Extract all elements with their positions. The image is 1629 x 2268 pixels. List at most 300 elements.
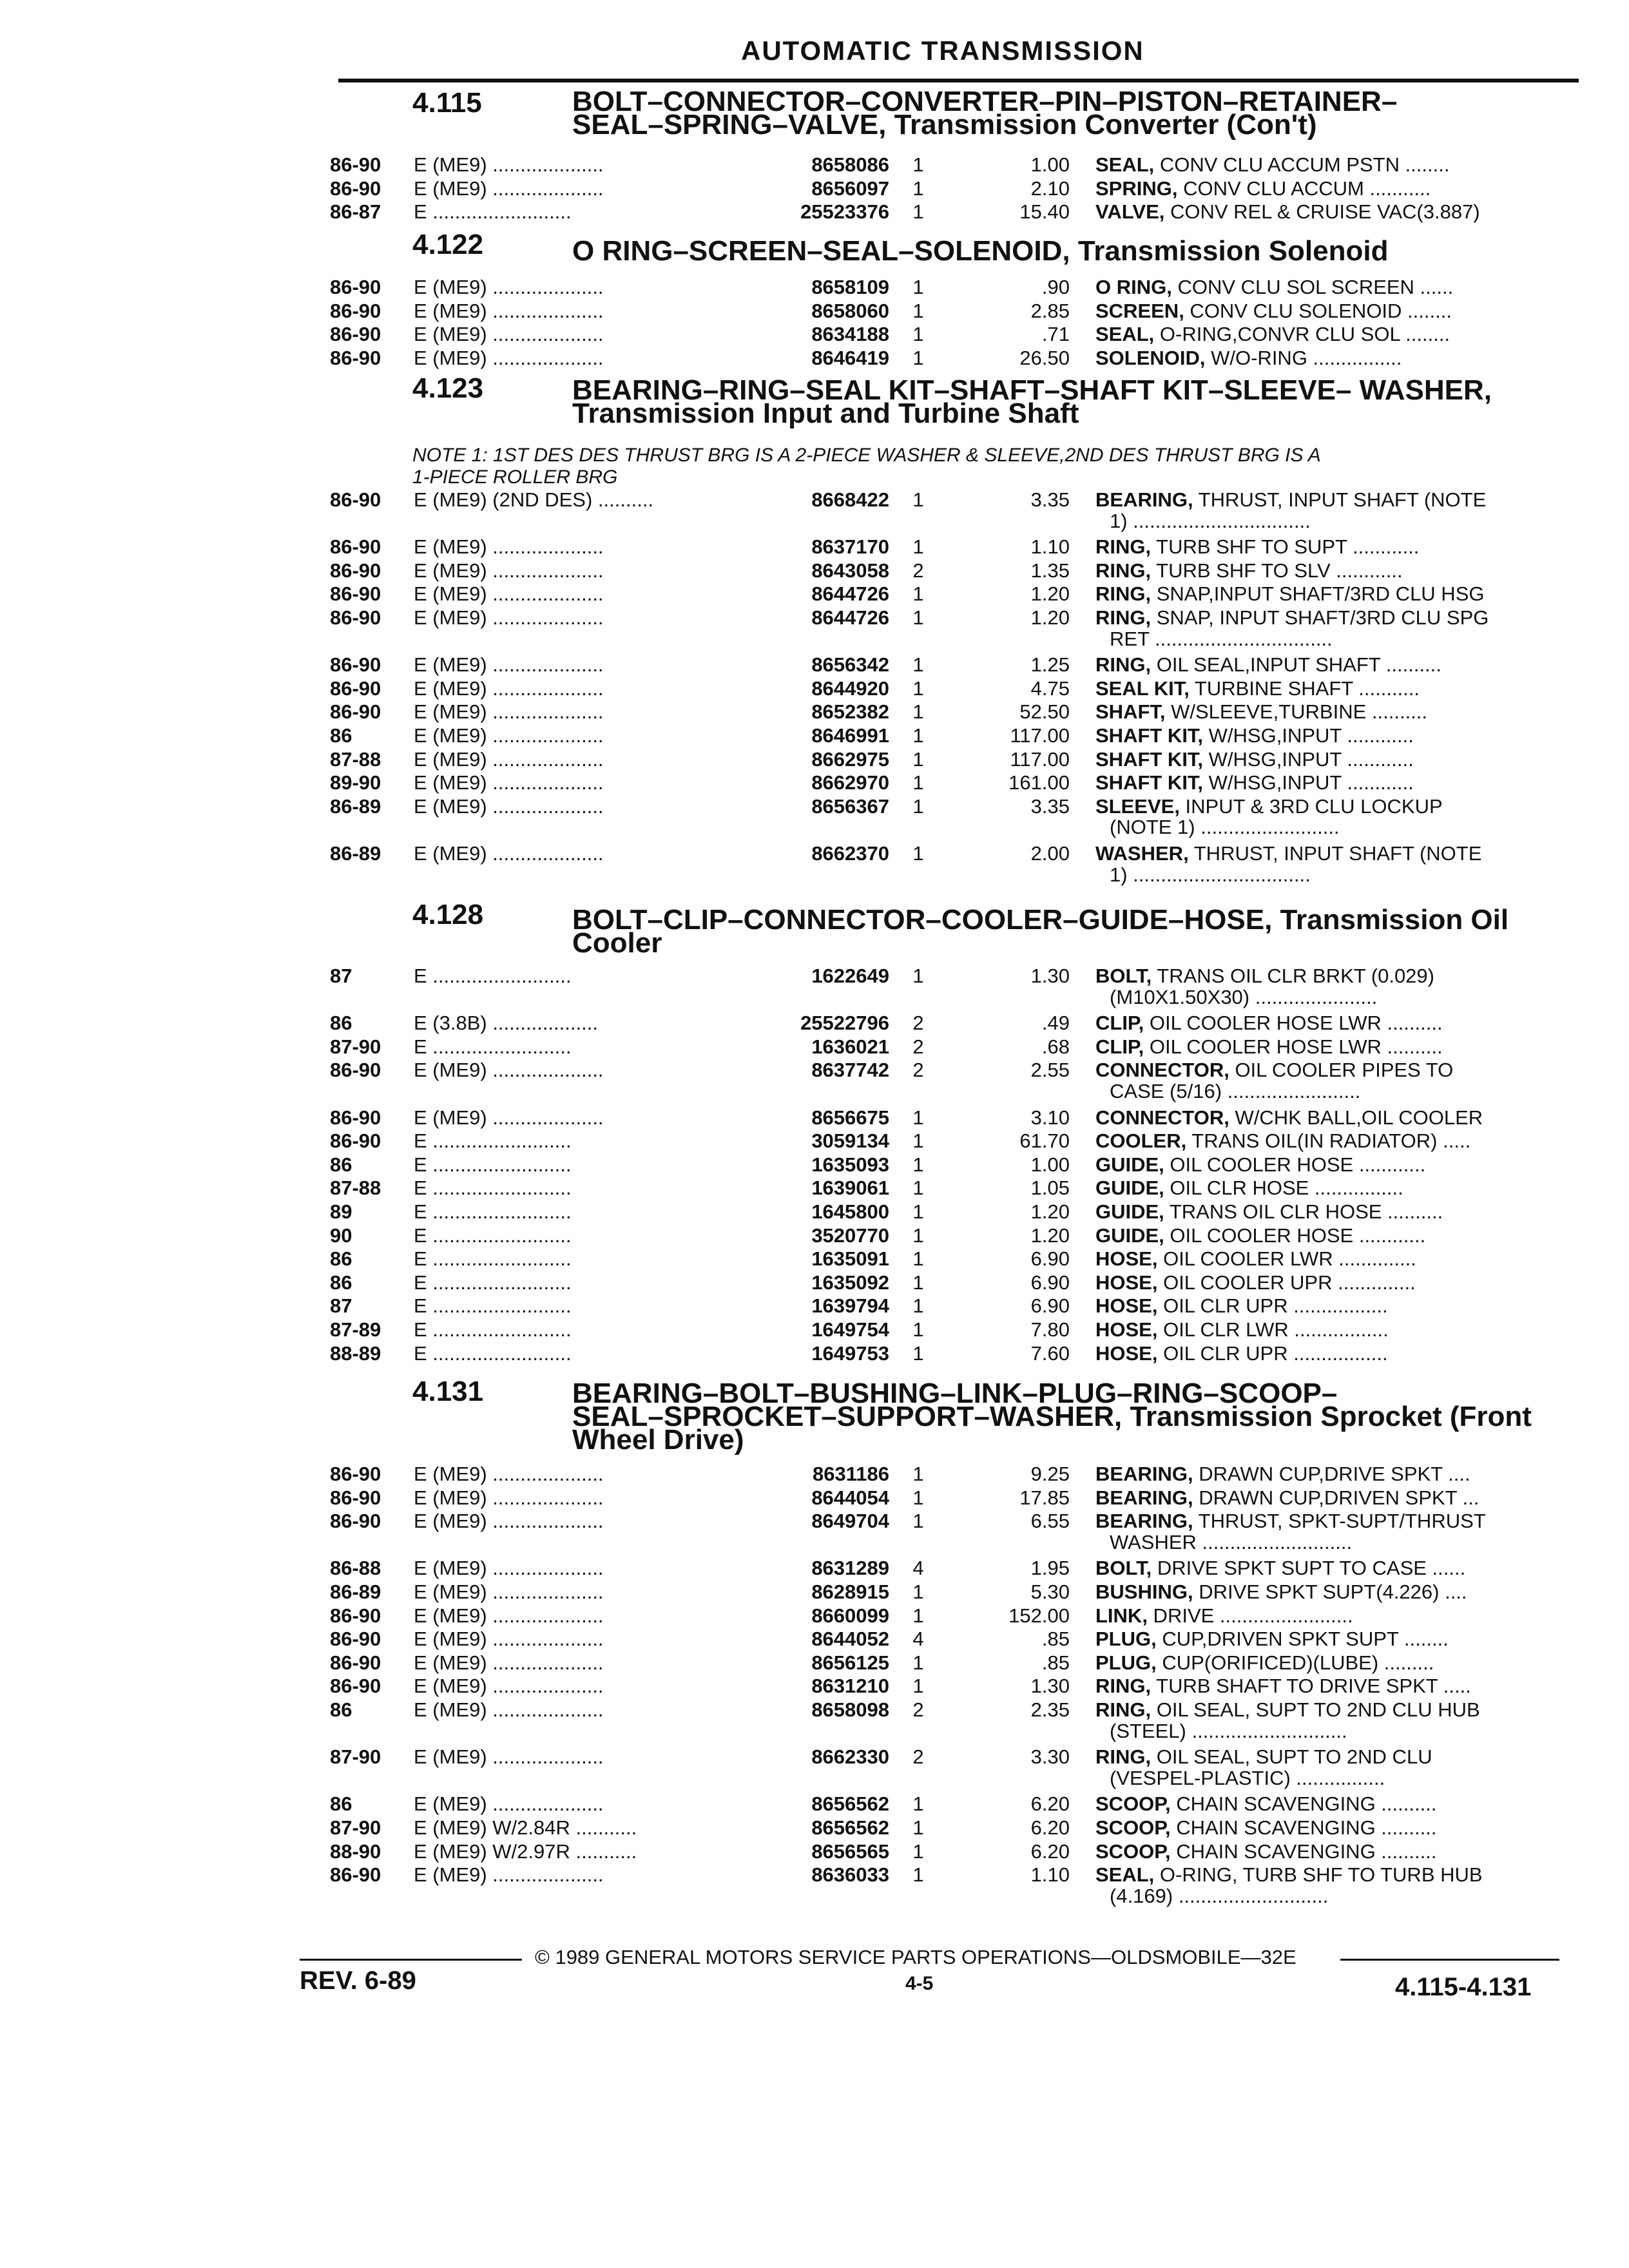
parts-row <box>0 1106 1629 1129</box>
section-number: 4.123 <box>412 372 484 404</box>
price: 1.95 <box>1030 1557 1070 1579</box>
quantity: 1 <box>912 1863 924 1886</box>
part-description <box>1095 965 1572 988</box>
engine-code: E (ME9) .................... <box>414 1651 604 1674</box>
engine-code: E ......................... <box>414 1153 572 1176</box>
part-number: 8658109 <box>811 276 889 298</box>
parts-row <box>0 1698 1629 1722</box>
model-year: 86-89 <box>330 1581 381 1603</box>
parts-row <box>0 1153 1629 1177</box>
model-year: 86-90 <box>330 606 381 629</box>
engine-code: E (ME9) .................... <box>414 653 604 676</box>
part-number: 8631210 <box>811 1675 889 1697</box>
part-detail: CUP(ORIFICED)(LUBE) ......... <box>1156 1651 1434 1674</box>
model-year: 86-90 <box>330 1675 381 1697</box>
part-number: 8658060 <box>811 300 889 322</box>
part-description <box>1095 771 1572 794</box>
part-description <box>1095 748 1572 771</box>
price: 1.05 <box>1030 1177 1070 1199</box>
engine-code: E (ME9) .................... <box>414 748 604 771</box>
part-number: 8662330 <box>811 1745 889 1768</box>
part-name: SHAFT KIT, <box>1095 771 1204 794</box>
price: 1.00 <box>1030 153 1070 176</box>
part-description-continued: (NOTE 1) ......................... <box>1110 816 1340 838</box>
parts-row <box>0 276 1629 299</box>
part-number: 8631289 <box>811 1557 889 1579</box>
model-year: 86-90 <box>330 653 381 676</box>
part-description <box>1095 700 1572 724</box>
quantity: 2 <box>912 559 924 582</box>
quantity: 1 <box>912 1247 924 1270</box>
quantity: 1 <box>912 1224 924 1247</box>
price: 1.30 <box>1030 965 1070 987</box>
part-name: SCOOP, <box>1095 1816 1171 1839</box>
price: 1.20 <box>1030 1200 1070 1223</box>
price: 1.10 <box>1030 1863 1070 1886</box>
part-number: 8656565 <box>811 1840 889 1863</box>
part-detail: OIL SEAL, SUPT TO 2ND CLU <box>1151 1745 1432 1768</box>
model-year: 86-90 <box>330 300 381 322</box>
part-number: 1649753 <box>811 1342 889 1365</box>
parts-row <box>0 535 1629 559</box>
parts-row <box>0 1129 1629 1153</box>
engine-code: E (ME9) .................... <box>414 724 604 747</box>
part-detail: W/HSG,INPUT ............ <box>1203 771 1414 794</box>
part-detail: DRIVE ........................ <box>1147 1604 1353 1627</box>
quantity: 1 <box>912 300 924 322</box>
part-description <box>1095 1247 1572 1271</box>
engine-code: E ......................... <box>414 1177 572 1199</box>
part-number: 8660099 <box>811 1604 889 1627</box>
part-detail: CONV CLU SOLENOID ........ <box>1184 300 1452 322</box>
engine-code: E ......................... <box>414 1200 572 1223</box>
price: 1.25 <box>1030 653 1070 676</box>
part-name: RING, <box>1095 653 1152 676</box>
parts-row <box>0 606 1629 629</box>
price: 2.85 <box>1030 300 1070 322</box>
part-description <box>1095 1012 1572 1035</box>
part-name: LINK, <box>1095 1604 1148 1627</box>
quantity: 1 <box>912 1342 924 1365</box>
part-description-continued: CASE (5/16) ........................ <box>1110 1080 1361 1102</box>
parts-row <box>0 1200 1629 1224</box>
engine-code: E (ME9) .................... <box>414 1581 604 1603</box>
part-detail: CONV CLU SOL SCREEN ...... <box>1171 276 1454 298</box>
part-detail: CUP,DRIVEN SPKT SUPT ........ <box>1156 1628 1449 1650</box>
part-description <box>1095 1628 1572 1651</box>
engine-code: E (ME9) .................... <box>414 1557 604 1579</box>
part-name: RING, <box>1095 535 1152 558</box>
parts-row <box>0 1840 1629 1863</box>
model-year: 87-90 <box>330 1816 381 1839</box>
price: 2.10 <box>1030 177 1070 200</box>
part-name: WASHER, <box>1095 842 1189 865</box>
section-title: BOLT–CONNECTOR–CONVERTER–PIN–PISTON–RETAINER– SEAL–SPRING–VALVE, Transmission Converter (Con't) <box>572 86 1398 140</box>
part-detail: OIL SEAL, SUPT TO 2ND CLU HUB <box>1151 1698 1480 1721</box>
part-description <box>1095 1294 1572 1318</box>
parts-row <box>0 795 1629 818</box>
part-detail: W/SLEEVE,TURBINE .......... <box>1165 700 1428 723</box>
price: 3.35 <box>1030 795 1070 818</box>
engine-code: E (ME9) .................... <box>414 300 604 322</box>
model-year: 86 <box>330 1271 352 1294</box>
part-description <box>1095 677 1572 700</box>
quantity: 1 <box>912 1153 924 1176</box>
price: 2.00 <box>1030 842 1070 865</box>
engine-code: E (ME9) .................... <box>414 1059 604 1081</box>
model-year: 87 <box>330 965 352 987</box>
part-description <box>1095 535 1572 559</box>
part-detail: OIL COOLER HOSE LWR .......... <box>1144 1035 1443 1058</box>
part-detail: OIL CLR HOSE ................ <box>1164 1177 1403 1199</box>
part-name: PLUG, <box>1095 1651 1157 1674</box>
section-number: 4.131 <box>412 1376 484 1407</box>
part-name: SHAFT KIT, <box>1095 724 1204 747</box>
price: 6.90 <box>1030 1271 1070 1294</box>
parts-row <box>0 700 1629 724</box>
part-name: RING, <box>1095 1698 1152 1721</box>
part-number: 1645800 <box>811 1200 889 1223</box>
section-number: 4.115 <box>412 87 482 119</box>
engine-code: E (ME9) .................... <box>414 606 604 629</box>
part-number: 8656125 <box>811 1651 889 1674</box>
part-number: 8644920 <box>811 677 889 700</box>
model-year: 86-90 <box>330 1651 381 1674</box>
part-name: RING, <box>1095 1745 1152 1768</box>
parts-row <box>0 1581 1629 1604</box>
part-name: GUIDE, <box>1095 1177 1164 1199</box>
part-name: GUIDE, <box>1095 1200 1164 1223</box>
price: 9.25 <box>1030 1463 1070 1485</box>
part-description <box>1095 1604 1572 1628</box>
part-detail: THRUST, INPUT SHAFT (NOTE <box>1188 842 1482 865</box>
part-description <box>1095 1059 1572 1082</box>
quantity: 1 <box>912 1271 924 1294</box>
model-year: 86-90 <box>330 535 381 558</box>
part-number: 8662975 <box>811 748 889 771</box>
engine-code: E (ME9) .................... <box>414 347 604 369</box>
part-number: 8646419 <box>811 347 889 369</box>
part-description <box>1095 1792 1572 1816</box>
price: 6.20 <box>1030 1792 1070 1815</box>
part-number: 3059134 <box>811 1129 889 1152</box>
part-detail: TURB SHF TO SLV ............ <box>1151 559 1403 582</box>
part-name: RING, <box>1095 1675 1152 1697</box>
engine-code: E (ME9) .................... <box>414 1675 604 1697</box>
price: 2.35 <box>1030 1698 1070 1721</box>
part-number: 8656367 <box>811 795 889 818</box>
part-description <box>1095 795 1572 818</box>
part-description <box>1095 842 1572 865</box>
price: 6.90 <box>1030 1247 1070 1270</box>
part-description <box>1095 1342 1572 1365</box>
model-year: 86-90 <box>330 488 381 511</box>
price: .90 <box>1041 276 1070 298</box>
parts-row <box>0 1035 1629 1059</box>
model-year: 86 <box>330 1698 352 1721</box>
part-detail: THRUST, SPKT-SUPT/THRUST <box>1193 1510 1486 1532</box>
part-description <box>1095 153 1572 177</box>
part-number: 1635091 <box>811 1247 889 1270</box>
model-year: 87-90 <box>330 1745 381 1768</box>
price: 5.30 <box>1030 1581 1070 1603</box>
part-detail: OIL COOLER PIPES TO <box>1229 1059 1454 1081</box>
part-number: 1635093 <box>811 1153 889 1176</box>
part-name: O RING, <box>1095 276 1172 298</box>
model-year: 87-88 <box>330 748 381 771</box>
engine-code: E (ME9) .................... <box>414 842 604 865</box>
engine-code: E (ME9) .................... <box>414 677 604 700</box>
part-name: BEARING, <box>1095 488 1193 511</box>
price: 3.10 <box>1030 1106 1070 1129</box>
quantity: 1 <box>912 1129 924 1152</box>
price: 3.30 <box>1030 1745 1070 1768</box>
part-description <box>1095 1177 1572 1200</box>
engine-code: E (ME9) .................... <box>414 323 604 345</box>
parts-row <box>0 300 1629 323</box>
engine-code: E (ME9) .................... <box>414 153 604 176</box>
engine-code: E ......................... <box>414 1129 572 1152</box>
part-number: 8652382 <box>811 700 889 723</box>
price: 6.20 <box>1030 1840 1070 1863</box>
part-name: SEAL, <box>1095 153 1155 176</box>
section-number: 4.128 <box>412 899 484 930</box>
model-year: 86-90 <box>330 153 381 176</box>
engine-code: E (ME9) W/2.97R ........... <box>414 1840 637 1863</box>
engine-code: E (ME9) .................... <box>414 1106 604 1129</box>
parts-row <box>0 677 1629 700</box>
part-description <box>1095 1486 1572 1510</box>
parts-row <box>0 1271 1629 1294</box>
part-detail: DRAWN CUP,DRIVEN SPKT ... <box>1193 1486 1480 1509</box>
part-description <box>1095 1271 1572 1294</box>
footer-revision: REV. 6-89 <box>300 1966 416 1995</box>
part-number: 8644726 <box>811 582 889 605</box>
part-description <box>1095 1153 1572 1177</box>
quantity: 1 <box>912 748 924 771</box>
engine-code: E (ME9) .................... <box>414 1698 604 1721</box>
engine-code: E (ME9) .................... <box>414 1463 604 1485</box>
part-detail: W/O-RING ................ <box>1205 347 1402 369</box>
quantity: 1 <box>912 1318 924 1341</box>
price: 61.70 <box>1019 1129 1070 1152</box>
part-description-continued: (VESPEL-PLASTIC) ................ <box>1110 1767 1385 1789</box>
price: .49 <box>1041 1012 1070 1034</box>
part-detail: CONV REL & CRUISE VAC(3.887) <box>1164 200 1480 223</box>
model-year: 90 <box>330 1224 352 1247</box>
parts-row <box>0 153 1629 177</box>
engine-code: E (ME9) .................... <box>414 1863 604 1886</box>
engine-code: E (ME9) (2ND DES) .......... <box>414 488 654 511</box>
engine-code: E (ME9) .................... <box>414 1792 604 1815</box>
model-year: 86-90 <box>330 276 381 298</box>
part-detail: W/CHK BALL,OIL COOLER <box>1229 1106 1483 1129</box>
part-name: BUSHING, <box>1095 1581 1193 1603</box>
part-description <box>1095 582 1572 606</box>
model-year: 87 <box>330 1294 352 1317</box>
part-description <box>1095 1745 1572 1769</box>
engine-code: E ......................... <box>414 1271 572 1294</box>
quantity: 1 <box>912 653 924 676</box>
part-name: HOSE, <box>1095 1342 1158 1365</box>
part-description <box>1095 200 1572 224</box>
price: 52.50 <box>1019 700 1070 723</box>
part-detail: W/HSG,INPUT ............ <box>1203 748 1414 771</box>
part-description <box>1095 1035 1572 1059</box>
parts-row <box>0 1863 1629 1887</box>
model-year: 86 <box>330 1012 352 1034</box>
part-detail: THRUST, INPUT SHAFT (NOTE <box>1193 488 1487 511</box>
part-description <box>1095 347 1572 370</box>
part-number: 8644726 <box>811 606 889 629</box>
section-title: BOLT–CLIP–CONNECTOR–COOLER–GUIDE–HOSE, Transmission Oil Cooler <box>572 904 1509 959</box>
part-description <box>1095 1129 1572 1153</box>
quantity: 1 <box>912 1463 924 1485</box>
part-name: HOSE, <box>1095 1271 1158 1294</box>
model-year: 86-90 <box>330 1129 381 1152</box>
model-year: 86-89 <box>330 842 381 865</box>
parts-row <box>0 1247 1629 1271</box>
part-number: 1636021 <box>811 1035 889 1058</box>
part-name: SEAL, <box>1095 323 1155 345</box>
price: 17.85 <box>1019 1486 1070 1509</box>
part-detail: CONV CLU ACCUM PSTN ........ <box>1154 153 1450 176</box>
part-name: SCREEN, <box>1095 300 1184 322</box>
part-detail: CHAIN SCAVENGING .......... <box>1170 1816 1437 1839</box>
quantity: 1 <box>912 1200 924 1223</box>
section-title: BEARING–BOLT–BUSHING–LINK–PLUG–RING–SCOOP– SEAL–SPROCKET–SUPPORT–WASHER, Transmission Sprocket (Front Wheel Drive) <box>572 1378 1532 1456</box>
price: 6.20 <box>1030 1816 1070 1839</box>
model-year: 87-89 <box>330 1318 381 1341</box>
engine-code: E ......................... <box>414 1342 572 1365</box>
footer-page-number: 4-5 <box>905 1973 934 1994</box>
section-number: 4.122 <box>412 229 484 260</box>
model-year: 86-90 <box>330 1059 381 1081</box>
part-description-continued: 1) ................................ <box>1110 510 1311 532</box>
part-detail: OIL CLR LWR ................. <box>1157 1318 1389 1341</box>
part-name: COOLER, <box>1095 1129 1187 1152</box>
part-name: CLIP, <box>1095 1012 1144 1034</box>
quantity: 1 <box>912 1486 924 1509</box>
engine-code: E (ME9) .................... <box>414 795 604 818</box>
quantity: 1 <box>912 276 924 298</box>
engine-code: E (ME9) .................... <box>414 1745 604 1768</box>
part-number: 8658086 <box>811 153 889 176</box>
price: 1.10 <box>1030 535 1070 558</box>
price: 152.00 <box>1008 1604 1070 1627</box>
parts-row <box>0 1651 1629 1675</box>
parts-row <box>0 323 1629 346</box>
model-year: 86-88 <box>330 1557 381 1579</box>
parts-row <box>0 488 1629 512</box>
part-number: 8656097 <box>811 177 889 200</box>
parts-row <box>0 724 1629 747</box>
footer-rule-right <box>1340 1959 1559 1961</box>
part-name: SHAFT, <box>1095 700 1166 723</box>
parts-row <box>0 1177 1629 1200</box>
engine-code: E ......................... <box>414 1035 572 1058</box>
part-name: HOSE, <box>1095 1294 1158 1317</box>
quantity: 1 <box>912 795 924 818</box>
model-year: 86-90 <box>330 1628 381 1650</box>
part-name: CONNECTOR, <box>1095 1059 1229 1081</box>
price: 1.20 <box>1030 1224 1070 1247</box>
parts-row <box>0 347 1629 370</box>
header-rule <box>338 79 1579 82</box>
engine-code: E (3.8B) ................... <box>414 1012 598 1034</box>
part-number: 8662370 <box>811 842 889 865</box>
part-description <box>1095 1510 1572 1533</box>
part-number: 25522796 <box>800 1012 889 1034</box>
part-name: CLIP, <box>1095 1035 1144 1058</box>
quantity: 1 <box>912 965 924 987</box>
price: 6.90 <box>1030 1294 1070 1317</box>
part-description <box>1095 1224 1572 1247</box>
part-number: 8637742 <box>811 1059 889 1081</box>
quantity: 1 <box>912 1604 924 1627</box>
part-description-continued: WASHER ........................... <box>1110 1531 1353 1553</box>
price: 26.50 <box>1019 347 1070 369</box>
engine-code: E ......................... <box>414 1294 572 1317</box>
part-description <box>1095 276 1572 299</box>
parts-row <box>0 1745 1629 1769</box>
quantity: 1 <box>912 1651 924 1674</box>
part-description <box>1095 1698 1572 1722</box>
part-name: SHAFT KIT, <box>1095 748 1204 771</box>
quantity: 1 <box>912 1816 924 1839</box>
part-description <box>1095 1675 1572 1698</box>
part-detail: OIL COOLER LWR .............. <box>1157 1247 1416 1270</box>
quantity: 1 <box>912 1177 924 1199</box>
quantity: 1 <box>912 1510 924 1532</box>
part-name: BEARING, <box>1095 1510 1193 1532</box>
price: 1.00 <box>1030 1153 1070 1176</box>
footer-copyright: © 1989 GENERAL MOTORS SERVICE PARTS OPERATIONS—OLDSMOBILE—32E <box>535 1946 1296 1968</box>
section-title: BEARING–RING–SEAL KIT–SHAFT–SHAFT KIT–SLEEVE– WASHER, Transmission Input and Turbine Shaft <box>572 374 1492 429</box>
part-detail: DRIVE SPKT SUPT(4.226) .... <box>1193 1581 1467 1603</box>
model-year: 86-90 <box>330 1463 381 1485</box>
model-year: 86-90 <box>330 677 381 700</box>
engine-code: E (ME9) .................... <box>414 177 604 200</box>
parts-row <box>0 559 1629 582</box>
parts-row <box>0 200 1629 224</box>
part-number: 8637170 <box>811 535 889 558</box>
part-detail: SNAP, INPUT SHAFT/3RD CLU SPG <box>1151 606 1489 629</box>
part-name: HOSE, <box>1095 1318 1158 1341</box>
part-description <box>1095 1318 1572 1341</box>
part-description <box>1095 177 1572 200</box>
part-number: 8634188 <box>811 323 889 345</box>
part-description-continued: (M10X1.50X30) ...................... <box>1110 986 1378 1008</box>
parts-row <box>0 748 1629 771</box>
part-description-continued: RET ................................ <box>1110 628 1333 650</box>
quantity: 1 <box>912 582 924 605</box>
quantity: 1 <box>912 1792 924 1815</box>
quantity: 1 <box>912 771 924 794</box>
part-description-continued: (4.169) ........................... <box>1110 1885 1329 1907</box>
quantity: 1 <box>912 153 924 176</box>
model-year: 86-90 <box>330 347 381 369</box>
engine-code: E (ME9) .................... <box>414 1486 604 1509</box>
part-detail: CHAIN SCAVENGING .......... <box>1170 1840 1437 1863</box>
part-name: GUIDE, <box>1095 1224 1164 1247</box>
part-name: RING, <box>1095 559 1152 582</box>
part-detail: OIL COOLER UPR .............. <box>1157 1271 1416 1294</box>
part-detail: TRANS OIL(IN RADIATOR) ..... <box>1186 1129 1471 1152</box>
section-note: NOTE 1: 1ST DES DES THRUST BRG IS A 2-PIECE WASHER & SLEEVE,2ND DES THRUST BRG IS A 1-PIECE ROLLER BRG <box>412 445 1321 488</box>
model-year: 86-90 <box>330 559 381 582</box>
parts-row <box>0 1224 1629 1247</box>
